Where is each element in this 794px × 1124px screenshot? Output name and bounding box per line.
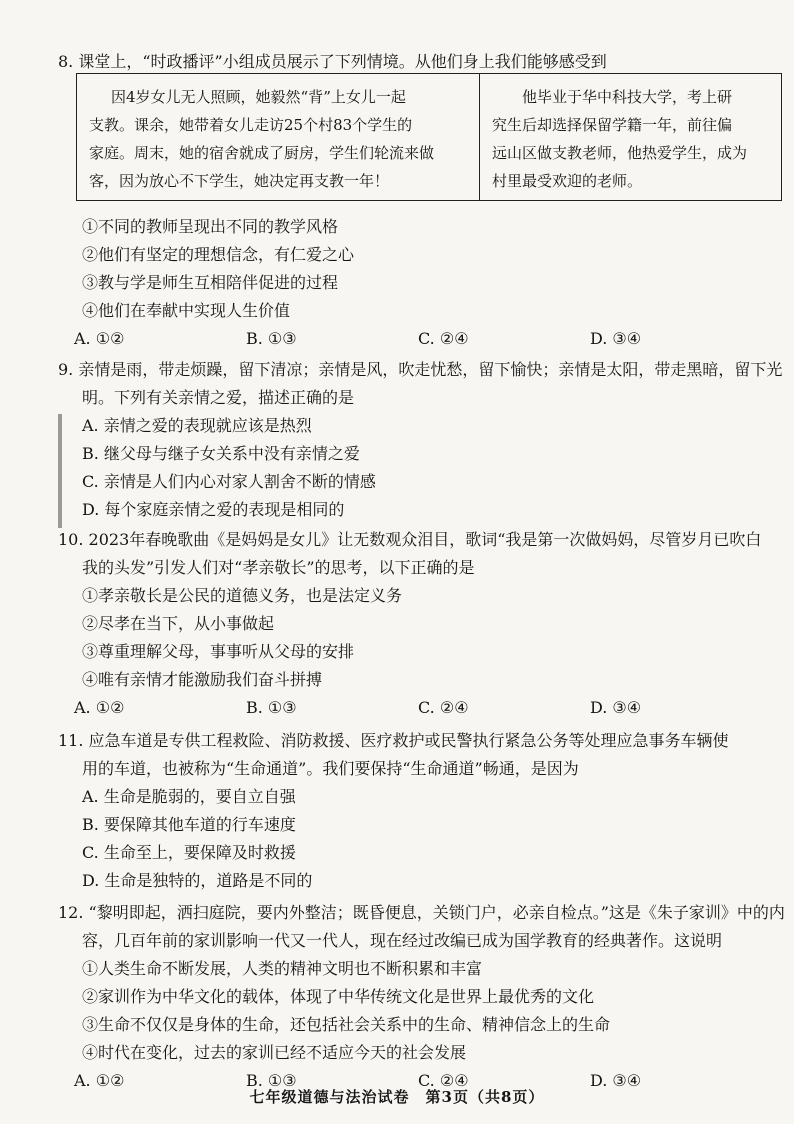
question-9-stem-cont: 明。下列有关亲情之爱，描述正确的是 xyxy=(82,388,355,407)
answer-choices xyxy=(58,694,770,722)
question-8-items xyxy=(58,213,770,353)
statement-item: ②尽孝在当下，从小事做起 xyxy=(82,614,275,633)
answer-choices xyxy=(58,325,770,353)
question-12-stem: 12. “黎明即起，洒扫庭院，要内外整洁；既昏便息，关锁门户，必亲自检点。”这是《朱子家训》中的内 xyxy=(58,903,785,922)
choice-a: A. ①② xyxy=(74,698,125,717)
statement-item: ③生命不仅仅是身体的生命，还包括社会关系中的生命、精神信念上的生命 xyxy=(82,1015,611,1034)
question-11 xyxy=(58,727,770,895)
statement-item: ①人类生命不断发展，人类的精神文明也不断积累和丰富 xyxy=(82,959,483,978)
option-d: D. 每个家庭亲情之爱的表现是相同的 xyxy=(82,500,345,519)
option-d: D. 生命是独特的，道路是不同的 xyxy=(82,871,313,890)
statement-item: ④他们在奉献中实现人生价值 xyxy=(82,301,291,320)
material-left-line: 客，因为放心不下学生，她决定再支教一年！ xyxy=(89,172,390,190)
option-c: C. 亲情是人们内心对家人割舍不断的情感 xyxy=(82,472,376,491)
statement-item: ①孝亲敬长是公民的道德义务，也是法定义务 xyxy=(82,586,403,605)
material-left-line: 家庭。周末，她的宿舍就成了厨房，学生们轮流来做 xyxy=(89,144,435,162)
material-right-line: 村里最受欢迎的老师。 xyxy=(492,172,643,190)
choice-a: A. ①② xyxy=(74,1071,125,1090)
choice-d: D. ③④ xyxy=(590,329,642,348)
choice-b: B. ①③ xyxy=(246,329,297,348)
material-left-cell xyxy=(77,74,479,200)
statement-item: ④时代在变化，过去的家训已经不适应今天的社会发展 xyxy=(82,1043,467,1062)
option-c: C. 生命至上，要保障及时救援 xyxy=(82,843,296,862)
choice-a: A. ①② xyxy=(74,329,125,348)
option-a: A. 生命是脆弱的，要自立自强 xyxy=(82,787,296,806)
question-10 xyxy=(58,526,770,722)
scan-edge-mark xyxy=(58,414,62,528)
page-footer: 七年级道德与法治试卷 第3页（共8页） xyxy=(249,1088,545,1106)
choice-b: B. ①③ xyxy=(246,698,297,717)
statement-item: ③尊重理解父母，事事听从父母的安排 xyxy=(82,642,355,661)
question-8 xyxy=(58,48,770,76)
question-10-stem-cont: 我的头发”引发人们对“孝亲敬长”的思考，以下正确的是 xyxy=(82,558,475,577)
question-9 xyxy=(58,356,783,524)
question-8-stem: 8. 课堂上，“时政播评”小组成员展示了下列情境。从他们身上我们能够感受到 xyxy=(58,52,607,71)
statement-item: ②他们有坚定的理想信念，有仁爱之心 xyxy=(82,245,355,264)
question-11-stem-cont: 用的车道，也被称为“生命通道”。我们要保持“生命通道”畅通，是因为 xyxy=(82,759,579,778)
choice-c: C. ②④ xyxy=(418,1071,469,1090)
question-12-stem-cont: 容，几百年前的家训影响一代又一代人，现在经过改编已成为国学教育的经典著作。这说明 xyxy=(82,931,723,950)
material-right-line: 究生后却选择保留学籍一年，前往偏 xyxy=(492,116,733,134)
material-right-cell xyxy=(479,74,781,200)
choice-d: D. ③④ xyxy=(590,1071,642,1090)
choice-b: B. ①③ xyxy=(246,1071,297,1090)
option-b: B. 要保障其他车道的行车速度 xyxy=(82,815,296,834)
statement-item: ②家训作为中华文化的载体，体现了中华传统文化是世界上最优秀的文化 xyxy=(82,987,595,1006)
question-12 xyxy=(58,899,785,1095)
statement-item: ④唯有亲情才能激励我们奋斗拼搏 xyxy=(82,670,323,689)
option-a: A. 亲情之爱的表现就应该是热烈 xyxy=(82,416,312,435)
option-b: B. 继父母与继子女关系中没有亲情之爱 xyxy=(82,444,360,463)
choice-c: C. ②④ xyxy=(418,698,469,717)
material-left-line: 因4岁女儿无人照顾，她毅然“背”上女儿一起 xyxy=(111,88,406,106)
material-left-line: 支教。课余，她带着女儿走访25个村83个学生的 xyxy=(89,116,413,134)
statement-item: ③教与学是师生互相陪伴促进的过程 xyxy=(82,273,339,292)
question-9-stem: 9. 亲情是雨，带走烦躁，留下清凉；亲情是风，吹走忧愁，留下愉快；亲情是太阳，带走黑暗，留下光 xyxy=(58,360,783,379)
question-10-stem: 10. 2023年春晚歌曲《是妈妈是女儿》让无数观众泪目，歌词“我是第一次做妈妈，尽管岁月已吹白 xyxy=(58,530,762,549)
choice-d: D. ③④ xyxy=(590,698,642,717)
question-11-stem: 11. 应急车道是专供工程救险、消防救援、医疗救护或民警执行紧急公务等处理应急事务车辆使 xyxy=(58,731,729,750)
material-right-line: 他毕业于华中科技大学，考上研 xyxy=(522,88,733,106)
choice-c: C. ②④ xyxy=(418,329,469,348)
material-right-line: 远山区做支教老师，他热爱学生，成为 xyxy=(492,144,748,162)
statement-item: ①不同的教师呈现出不同的教学风格 xyxy=(82,217,339,236)
question-8-material-table xyxy=(76,73,782,201)
